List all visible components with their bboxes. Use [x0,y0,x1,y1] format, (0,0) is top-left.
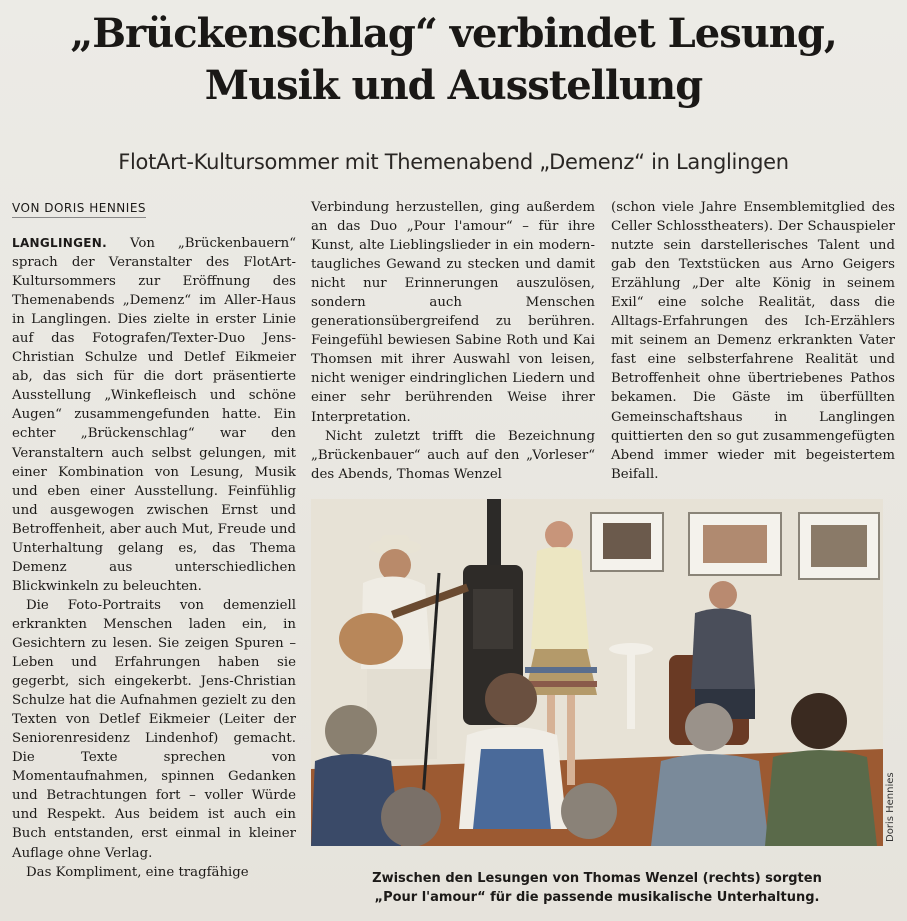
hat [381,535,409,549]
paragraph: Das Kompliment, eine tragfähige [26,864,249,880]
portrait-print [703,525,767,563]
headline-line-1: „Brückenschlag“ verbindet Lesung, [70,10,837,57]
column-3 [611,198,895,484]
paragraph: Verbindung herzustellen, ging außerdem an das Duo „Pour l'amour“ – für ihre Kunst, alte Lieblingslieder in ein modern-taugliches Gewand zu stecken und damit nicht nur Erinnerungen auszulösen, sondern auch Menschen generationsübergreifend zu berühren. Feingefühl bewiesen Sabine Roth und Kai Thomsen mit ihrer Auswahl von leisen, nicht weniger eindringlichen Liedern und einer sehr berührenden Weise ihrer Interpretation. [311,200,595,425]
event-photo [311,499,883,846]
stove-window [473,589,513,649]
head [379,549,411,581]
jacket [531,547,589,649]
audience-body [765,750,877,846]
paragraph: Nicht zuletzt trifft die Bezeichnung „Brückenbauer“ auch auf den „Vorleser“ des Abends, Thomas Wenzel [311,428,595,482]
subheadline: FlotArt-Kultursommer mit Themenabend „Demenz“ in Langlingen [118,150,789,174]
caption-line-1: Zwischen den Lesungen von Thomas Wenzel (rechts) sorgten [372,871,822,886]
audience-head [685,703,733,751]
audience-head [561,783,617,839]
skirt-stripe [525,667,597,673]
paragraph: Die Foto-Portraits von demenziell erkrankten Menschen laden ein, in Gesichtern zu lesen. Sie zeigen Spuren – Leben und Erfahrungen haben sie gegerbt, sich eingekerbt. Jens-Christian Schulze hat die Aufnahmen gezielt zu den Texten von Detlef Eikmeier (Leiter der Seniorenresidenz Lindenhof) gemacht. Die Texte sprechen von Momentaufnahmen, spinnen Gedanken und Betrachtungen fort – voller Würde und Respekt. Aus beidem ist auch ein Buch entstanden, erst einmal in kleiner Auflage ohne Verlag. [12,597,296,861]
headline [0,8,907,112]
guitar [339,613,403,665]
paragraph [12,234,296,596]
audience-body [651,754,769,846]
head [545,521,573,549]
audience-head [791,693,847,749]
paragraph: (schon viele Jahre Ensemblemitglied des Celler Schlosstheaters). Der Schauspieler nutzte sein darstellerisches Talent und gab den Textstücken aus Arno Geigers Erzählung „Der alte König in seinem Exil“ eine solche Realität, dass die Alltags-Erfahrungen des Ich-Erzählers mit seinem an Demenz erkrankten Vater fast eine selbsterfahrene Realität und Betroffenheit ohne übertriebenes Pathos bekamen. Die Gäste im überfüllten Gemeinschaftshaus in Langlingen quittierten den so gut zusammengefügten Abend immer wieder mit begeistertem Beifall. [611,200,895,482]
stove-pipe [487,499,501,569]
skirt-stripe [525,681,597,687]
byline: VON DORIS HENNIES [12,201,146,218]
audience-head [381,787,441,846]
column-2 [311,198,595,484]
caption-line-2: „Pour l'amour“ für die passende musikalische Unterhaltung. [374,890,820,905]
column-1 [12,234,296,882]
leg [567,695,575,785]
portrait-print [603,523,651,559]
photo-illustration [311,499,883,846]
audience-head [485,673,537,725]
photo-credit: Doris Hennies [885,772,896,842]
side-table-leg [627,649,635,729]
audience-vest [473,749,551,829]
dateline: LANGLINGEN. [12,236,107,250]
photo-caption [311,869,883,907]
headline-line-2: Musik und Ausstellung [204,62,703,109]
portrait-print [811,525,867,567]
audience-head [325,705,377,757]
head [709,581,737,609]
sweater [691,608,755,689]
paragraph-text: Von „Brückenbauern“ sprach der Veranstalter des FlotArt-Kultursommers zur Eröffnung des Themenabends „Demenz“ im Aller-Haus in Langlingen. Dies zielte in erster Linie auf das Fotografen/Texter-Duo Jens-Christian Schulze und Detlef Eikmeier ab, das sich für die dort präsentierte Ausstellung „Winkefleisch und schöne Augen“ zusammengefunden hatte. Ein echter „Brückenschlag“ war den Veranstaltern auch selbst gelungen, mit einer Kombination von Lesung, Musik und eben einer Ausstellung. Feinfühlig und ausgewogen zwischen Ernst und Betroffenheit, aber auch Mut, Freude und Unterhaltung gelang es, das Thema Demenz aus unterschiedlichen Blickwinkeln zu beleuchten. [12,236,296,594]
